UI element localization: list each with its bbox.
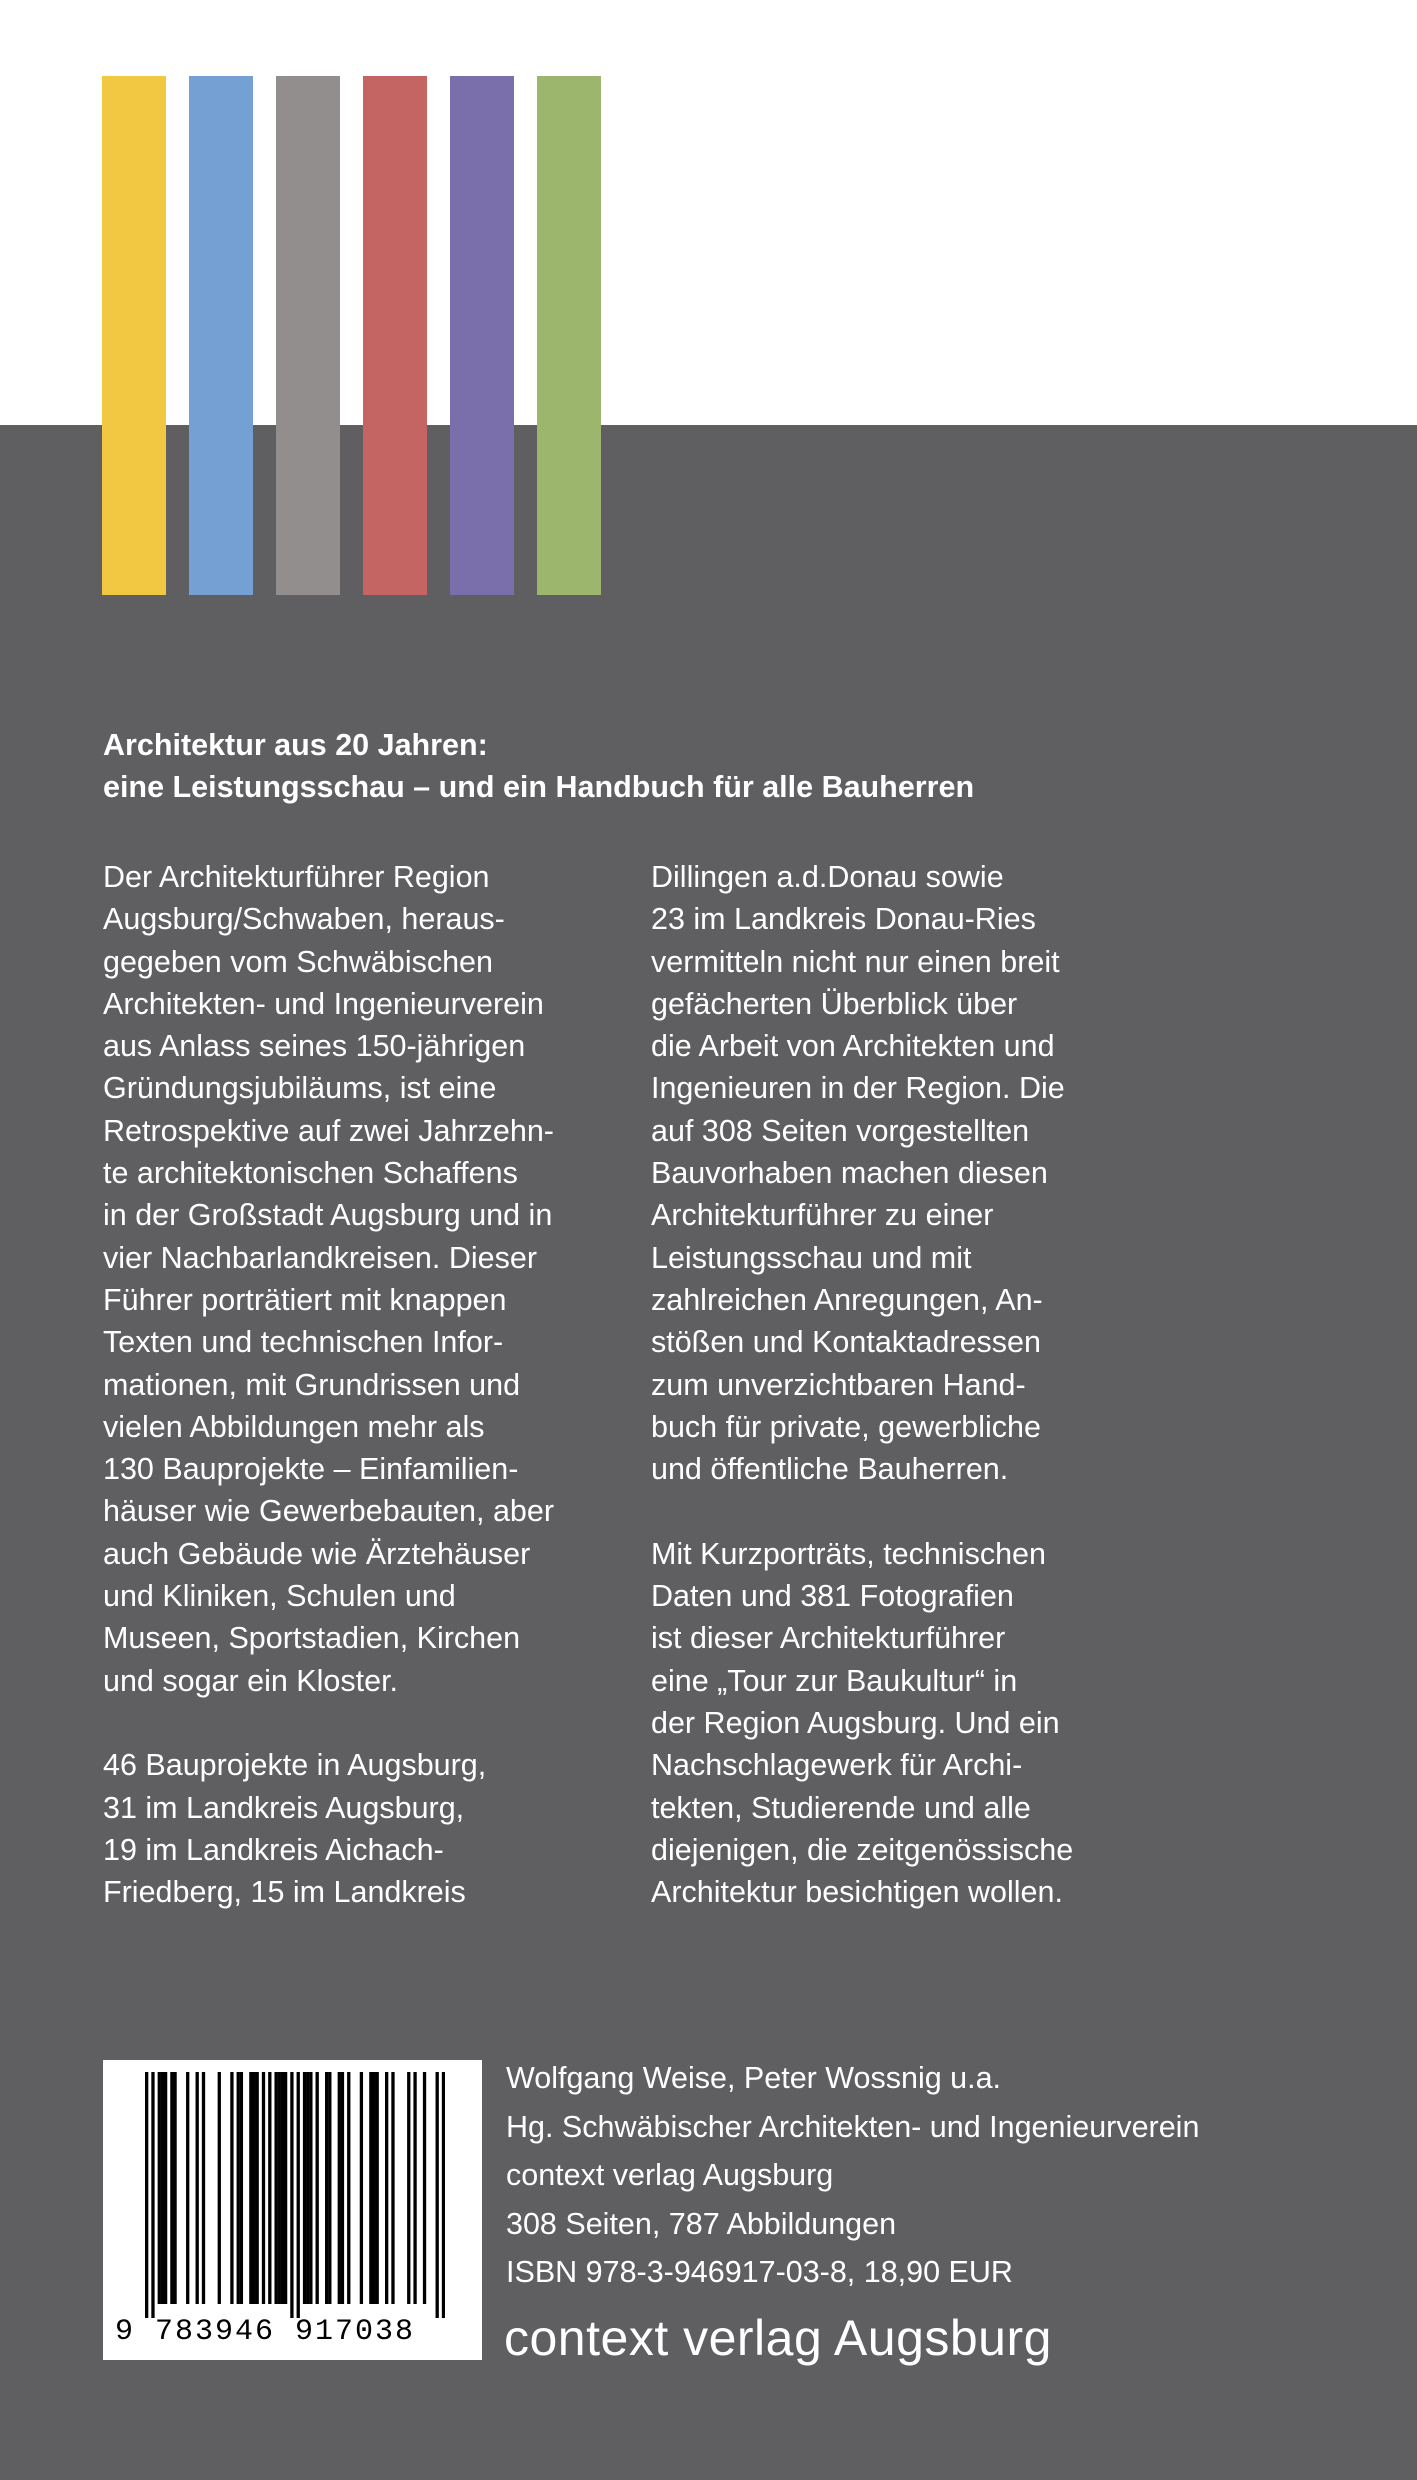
barcode-bar bbox=[436, 2072, 439, 2318]
barcode-bar bbox=[202, 2072, 205, 2304]
editor: Hg. Schwäbischer Architekten- und Ingenieurverein bbox=[506, 2109, 1200, 2144]
authors: Wolfgang Weise, Peter Wossnig u.a. bbox=[506, 2061, 1002, 2095]
barcode-bar bbox=[303, 2072, 306, 2304]
barcode-bar bbox=[290, 2072, 293, 2318]
headline-line-2: eine Leistungsschau – und ein Handbuch für alle Bauherren bbox=[103, 770, 975, 804]
barcode-bar bbox=[161, 2072, 164, 2304]
barcode-bar bbox=[338, 2072, 341, 2304]
stripe-red bbox=[363, 76, 427, 595]
barcode-bars bbox=[145, 2072, 445, 2318]
barcode-bar bbox=[316, 2072, 319, 2304]
barcode-bar bbox=[385, 2072, 388, 2304]
publication-info bbox=[506, 2054, 1406, 2297]
barcode-bar bbox=[309, 2072, 312, 2304]
barcode bbox=[103, 2060, 482, 2360]
barcode-bar bbox=[281, 2072, 284, 2304]
barcode-bar bbox=[284, 2072, 287, 2304]
barcode-bar bbox=[369, 2072, 372, 2304]
stripe-gray bbox=[276, 76, 340, 595]
barcode-bar bbox=[145, 2072, 148, 2318]
barcode-bar bbox=[164, 2072, 167, 2304]
barcode-bar bbox=[158, 2072, 161, 2304]
barcode-bar bbox=[218, 2072, 221, 2304]
headline-line-1: Architektur aus 20 Jahren: bbox=[103, 728, 488, 762]
extent: 308 Seiten, 787 Abbildungen bbox=[506, 2206, 897, 2241]
barcode-bar bbox=[230, 2072, 233, 2304]
barcode-bar bbox=[249, 2072, 252, 2304]
publisher-line: context verlag Augsburg bbox=[506, 2158, 834, 2192]
barcode-bar bbox=[240, 2072, 243, 2304]
barcode-bar bbox=[173, 2072, 176, 2304]
barcode-bar bbox=[274, 2072, 277, 2304]
barcode-bar bbox=[413, 2072, 416, 2304]
barcode-bar bbox=[278, 2072, 281, 2304]
barcode-bar bbox=[186, 2072, 189, 2304]
barcode-bar bbox=[151, 2072, 154, 2318]
right-paragraph-2: Mit Kurzporträts, technischen Daten und 381 Fotografien ist dieser Architekturführer eine „Tour zur Baukultur“ in der Region Augsburg. Und ein Nachschlagewerk für Archi- tekten, Studierende und alle diejenigen, die zeitgenössische Architektur besichtigen wollen. bbox=[651, 1536, 1074, 1910]
right-text-column bbox=[651, 856, 1151, 1913]
stripe-yellow bbox=[102, 76, 166, 595]
stripe-green bbox=[537, 76, 601, 595]
publisher-logo: context verlag Augsburg bbox=[504, 2310, 1052, 2366]
barcode-bar bbox=[360, 2072, 363, 2304]
barcode-bar bbox=[262, 2072, 265, 2304]
barcode-digits: 9 783946 917038 bbox=[115, 2315, 416, 2349]
barcode-bar bbox=[341, 2072, 344, 2304]
stripe-purple bbox=[450, 76, 514, 595]
barcode-bar bbox=[347, 2072, 350, 2304]
barcode-bar bbox=[423, 2072, 426, 2304]
barcode-bar bbox=[306, 2072, 309, 2304]
left-paragraph-1: Der Architekturführer Region Augsburg/Schwaben, heraus- gegeben vom Schwäbischen Architekten- und Ingenieurverein aus Anlass seines 150-jährigen Gründungsjubiläums, ist eine Retrospektive auf zwei Jahrzehn- te architektonischen Schaffens in der Großstadt Augsburg und in vier Nachbarlandkreisen. Dieser Führer porträtiert mit knappen Texten und technischen Infor- mationen, mit Grundrissen und vielen Abbildungen mehr als 130 Bauprojekte – Einfamilien- häuser wie Gewerbebauten, aber auch Gebäude wie Ärztehäuser und Kliniken, Schulen und Museen, Sportstadien, Kirchen und sogar ein Kloster. bbox=[103, 860, 555, 1698]
barcode-bar bbox=[328, 2072, 331, 2304]
right-paragraph-1: Dillingen a.d.Donau sowie 23 im Landkreis Donau-Ries vermitteln nicht nur einen breit gefächerten Überblick über die Arbeit von Architekten und Ingenieuren in der Region. Die auf 308 Seiten vorgestellten Bauvorhaben machen diesen Architekturführer zu einer Leistungsschau und mit zahlreichen Anregungen, An- stößen und Kontaktadressen zum unverzichtbaren Hand- buch für private, gewerbliche und öffentliche Bauherren. bbox=[651, 860, 1065, 1487]
stripe-blue bbox=[189, 76, 253, 595]
isbn-price: ISBN 978-3-946917-03-8, 18,90 EUR bbox=[506, 2255, 1013, 2289]
barcode-bar bbox=[170, 2072, 173, 2304]
barcode-bar bbox=[196, 2072, 199, 2304]
barcode-bar bbox=[252, 2072, 255, 2304]
barcode-bar bbox=[268, 2072, 271, 2304]
left-paragraph-2: 46 Bauprojekte in Augsburg, 31 im Landkreis Augsburg, 19 im Landkreis Aichach- Friedberg, 15 im Landkreis bbox=[103, 1748, 487, 1910]
barcode-bar bbox=[442, 2072, 445, 2318]
left-text-column bbox=[103, 856, 623, 1913]
barcode-bar bbox=[391, 2072, 394, 2304]
barcode-bar bbox=[407, 2072, 410, 2304]
barcode-bar bbox=[372, 2072, 375, 2304]
barcode-bar bbox=[256, 2072, 259, 2304]
barcode-bar bbox=[237, 2072, 240, 2304]
barcode-bar bbox=[376, 2072, 379, 2304]
color-stripes bbox=[102, 76, 601, 595]
headline bbox=[103, 724, 1323, 808]
barcode-bar bbox=[325, 2072, 328, 2304]
barcode-bar bbox=[297, 2072, 300, 2318]
